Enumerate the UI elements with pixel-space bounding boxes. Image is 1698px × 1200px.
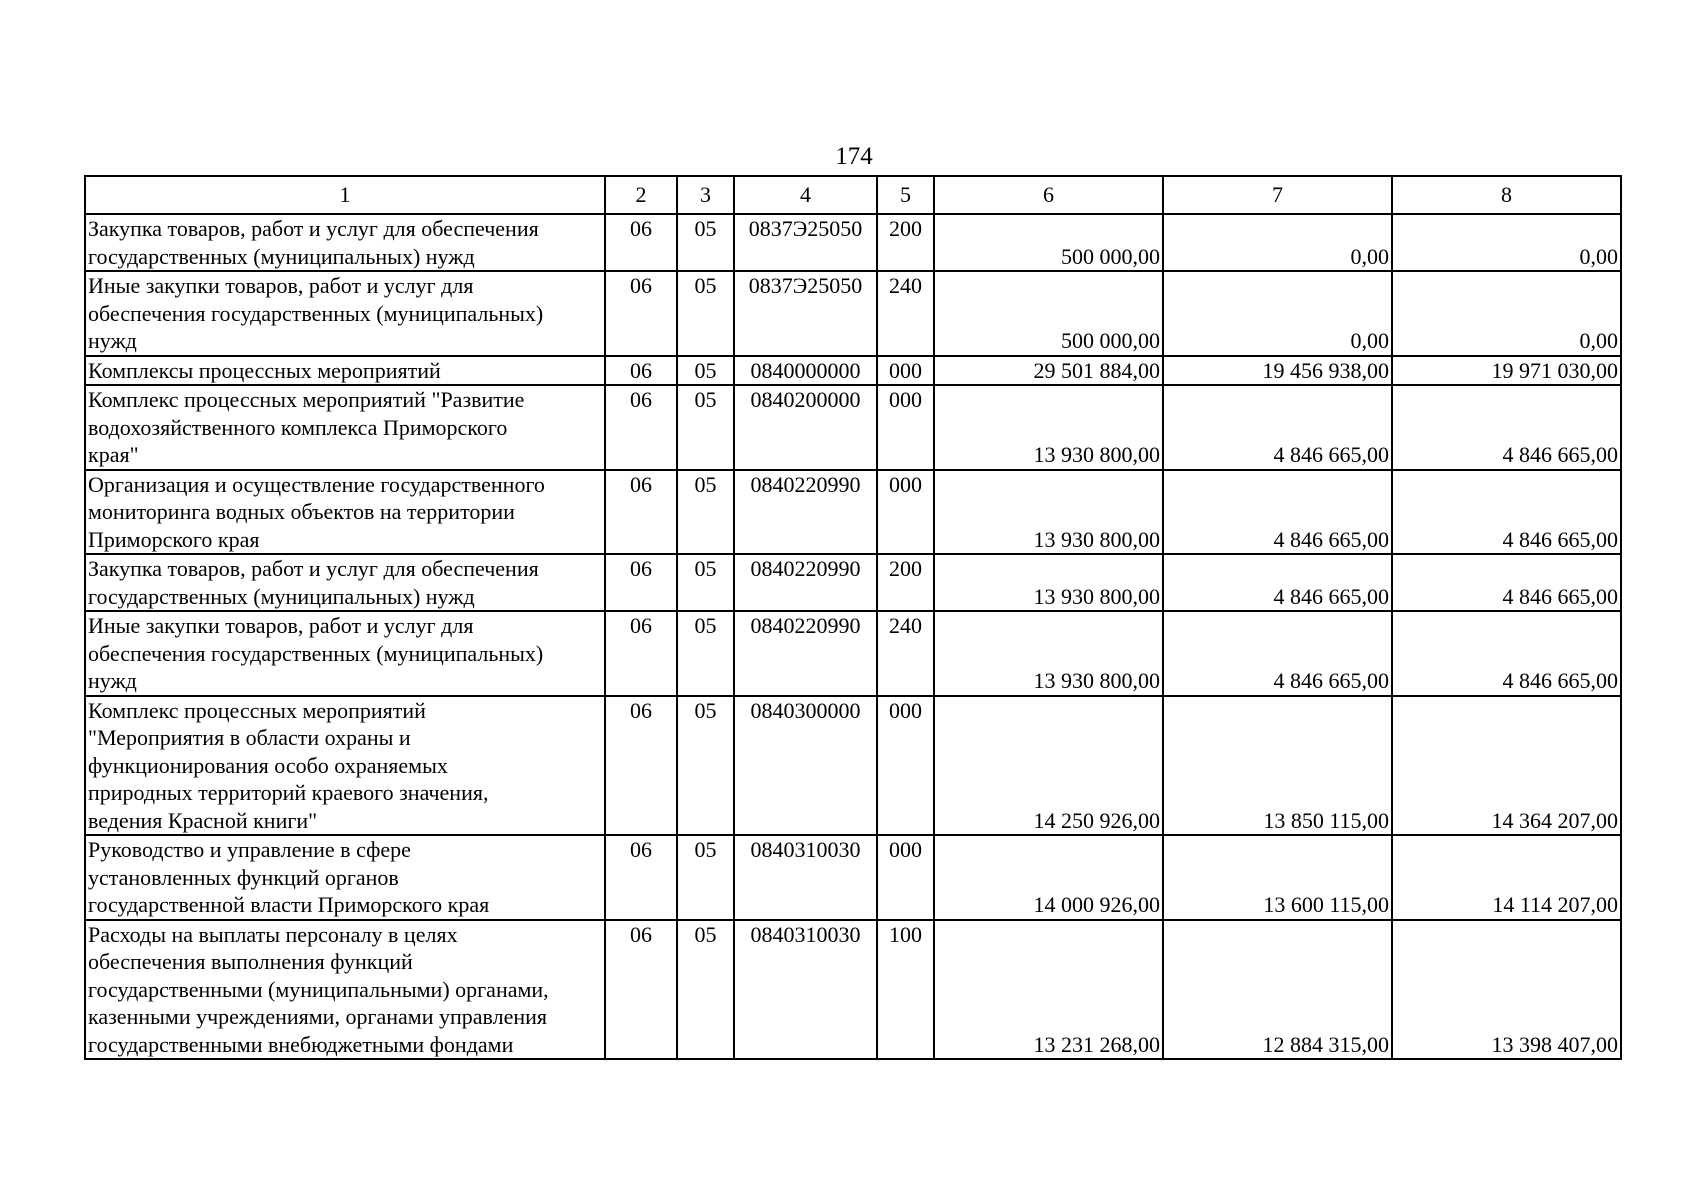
row-description — [85, 214, 605, 271]
row-description — [85, 554, 605, 611]
row-description-line: государственных (муниципальных) нужд — [88, 583, 475, 609]
expense-type-code: 240 — [877, 611, 934, 696]
table-row — [85, 835, 1621, 920]
target-article-code: 0840220990 — [734, 611, 877, 696]
row-description-line: Закупка товаров, работ и услуг для обеспечения — [88, 556, 539, 581]
amount-year-2: 0,00 — [1163, 271, 1392, 356]
section-code: 06 — [605, 385, 677, 470]
expense-type-code: 000 — [877, 835, 934, 920]
row-description-line: мониторинга водных объектов на территории — [88, 499, 515, 524]
page-number: 174 — [835, 143, 873, 170]
amount-year-1: 13 930 800,00 — [934, 470, 1163, 555]
subsection-code: 05 — [677, 356, 734, 386]
amount-year-3: 4 846 665,00 — [1392, 611, 1621, 696]
row-description-line: Расходы на выплаты персоналу в целях — [88, 921, 458, 947]
row-description-line: Комплексы процессных мероприятий — [88, 357, 441, 383]
table-row — [85, 356, 1621, 386]
subsection-code: 05 — [677, 554, 734, 611]
subsection-code: 05 — [677, 214, 734, 271]
amount-year-3: 4 846 665,00 — [1392, 385, 1621, 470]
section-code: 06 — [605, 271, 677, 356]
row-description-line: государственными (муниципальными) органами, — [88, 976, 549, 1002]
row-description-line: государственными внебюджетными фондами — [88, 1031, 514, 1057]
amount-year-3: 19 971 030,00 — [1392, 356, 1621, 386]
row-description-line: нужд — [88, 668, 137, 693]
header-row — [85, 176, 1621, 214]
column-header-1: 1 — [85, 176, 605, 214]
target-article-code: 0840220990 — [734, 470, 877, 555]
expense-type-code: 200 — [877, 554, 934, 611]
row-description-line: установленных функций органов — [88, 864, 399, 890]
row-description-line: Закупка товаров, работ и услуг для обеспечения — [88, 216, 539, 241]
row-description-line: Приморского края — [88, 526, 260, 552]
row-description-line: водохозяйственного комплекса Приморского — [88, 414, 508, 440]
row-description-line: нужд — [88, 328, 137, 353]
target-article-code: 0840310030 — [734, 835, 877, 920]
amount-year-1: 14 250 926,00 — [934, 696, 1163, 836]
row-description — [85, 696, 605, 836]
subsection-code: 05 — [677, 611, 734, 696]
target-article-code: 0840220990 — [734, 554, 877, 611]
amount-year-2: 0,00 — [1163, 214, 1392, 271]
target-article-code: 0837Э25050 — [734, 271, 877, 356]
subsection-code: 05 — [677, 696, 734, 836]
table-row — [85, 696, 1621, 836]
amount-year-2: 4 846 665,00 — [1163, 470, 1392, 555]
row-description-line: ведения Красной книги" — [88, 807, 318, 833]
row-description-line: казенными учреждениями, органами управления — [88, 1004, 548, 1029]
row-description-line: Комплекс процессных мероприятий "Развитие — [88, 387, 525, 412]
target-article-code: 0840200000 — [734, 385, 877, 470]
row-description — [85, 920, 605, 1060]
row-description-line: "Мероприятия в области охраны и — [88, 725, 411, 750]
subsection-code: 05 — [677, 920, 734, 1060]
row-description-line: природных территорий краевого значения, — [88, 780, 489, 805]
table-row — [85, 385, 1621, 470]
row-description-line: обеспечения государственных (муниципальных) — [88, 640, 544, 666]
row-description-line: функционирования особо охраняемых — [88, 752, 448, 778]
expense-type-code: 240 — [877, 271, 934, 356]
amount-year-3: 4 846 665,00 — [1392, 554, 1621, 611]
row-description-line: государственной власти Приморского края — [88, 892, 490, 917]
row-description-line: обеспечения выполнения функций — [88, 949, 413, 974]
table-row — [85, 554, 1621, 611]
amount-year-1: 13 930 800,00 — [934, 385, 1163, 470]
amount-year-3: 0,00 — [1392, 214, 1621, 271]
expense-type-code: 000 — [877, 696, 934, 836]
subsection-code: 05 — [677, 385, 734, 470]
amount-year-2: 12 884 315,00 — [1163, 920, 1392, 1060]
column-header-7: 7 — [1163, 176, 1392, 214]
expense-type-code: 000 — [877, 385, 934, 470]
amount-year-1: 29 501 884,00 — [934, 356, 1163, 386]
table-body — [85, 214, 1621, 1059]
section-code: 06 — [605, 696, 677, 836]
row-description-line: государственных (муниципальных) нужд — [88, 243, 475, 269]
row-description — [85, 385, 605, 470]
column-header-5: 5 — [877, 176, 934, 214]
row-description-line: Комплекс процессных мероприятий — [88, 697, 426, 723]
expense-type-code: 100 — [877, 920, 934, 1060]
row-description-line: обеспечения государственных (муниципальных) — [88, 300, 544, 326]
section-code: 06 — [605, 214, 677, 271]
row-description — [85, 835, 605, 920]
row-description — [85, 356, 605, 386]
amount-year-3: 4 846 665,00 — [1392, 470, 1621, 555]
section-code: 06 — [605, 356, 677, 386]
row-description-line: Организация и осуществление государственного — [88, 471, 545, 497]
subsection-code: 05 — [677, 470, 734, 555]
target-article-code: 0840300000 — [734, 696, 877, 836]
amount-year-2: 4 846 665,00 — [1163, 554, 1392, 611]
subsection-code: 05 — [677, 271, 734, 356]
row-description-line: Руководство и управление в сфере — [88, 837, 411, 862]
section-code: 06 — [605, 470, 677, 555]
table-row — [85, 271, 1621, 356]
amount-year-2: 19 456 938,00 — [1163, 356, 1392, 386]
amount-year-2: 4 846 665,00 — [1163, 611, 1392, 696]
expense-type-code: 000 — [877, 470, 934, 555]
expense-type-code: 200 — [877, 214, 934, 271]
section-code: 06 — [605, 920, 677, 1060]
table-row — [85, 214, 1621, 271]
row-description-line: края" — [88, 442, 139, 467]
amount-year-1: 500 000,00 — [934, 271, 1163, 356]
table-row — [85, 920, 1621, 1060]
row-description-line: Иные закупки товаров, работ и услуг для — [88, 613, 474, 638]
column-header-4: 4 — [734, 176, 877, 214]
column-header-6: 6 — [934, 176, 1163, 214]
amount-year-2: 4 846 665,00 — [1163, 385, 1392, 470]
amount-year-3: 13 398 407,00 — [1392, 920, 1621, 1060]
section-code: 06 — [605, 835, 677, 920]
amount-year-1: 13 930 800,00 — [934, 554, 1163, 611]
amount-year-1: 13 231 268,00 — [934, 920, 1163, 1060]
amount-year-1: 500 000,00 — [934, 214, 1163, 271]
row-description-line: Иные закупки товаров, работ и услуг для — [88, 273, 474, 298]
expense-type-code: 000 — [877, 356, 934, 386]
amount-year-2: 13 600 115,00 — [1163, 835, 1392, 920]
amount-year-1: 14 000 926,00 — [934, 835, 1163, 920]
amount-year-1: 13 930 800,00 — [934, 611, 1163, 696]
column-header-3: 3 — [677, 176, 734, 214]
subsection-code: 05 — [677, 835, 734, 920]
column-header-8: 8 — [1392, 176, 1621, 214]
table-row — [85, 470, 1621, 555]
amount-year-3: 0,00 — [1392, 271, 1621, 356]
amount-year-3: 14 114 207,00 — [1392, 835, 1621, 920]
target-article-code: 0840000000 — [734, 356, 877, 386]
budget-table — [84, 175, 1622, 1060]
table-row — [85, 611, 1621, 696]
section-code: 06 — [605, 611, 677, 696]
row-description — [85, 611, 605, 696]
amount-year-2: 13 850 115,00 — [1163, 696, 1392, 836]
row-description — [85, 470, 605, 555]
target-article-code: 0840310030 — [734, 920, 877, 1060]
target-article-code: 0837Э25050 — [734, 214, 877, 271]
row-description — [85, 271, 605, 356]
amount-year-3: 14 364 207,00 — [1392, 696, 1621, 836]
column-header-2: 2 — [605, 176, 677, 214]
section-code: 06 — [605, 554, 677, 611]
